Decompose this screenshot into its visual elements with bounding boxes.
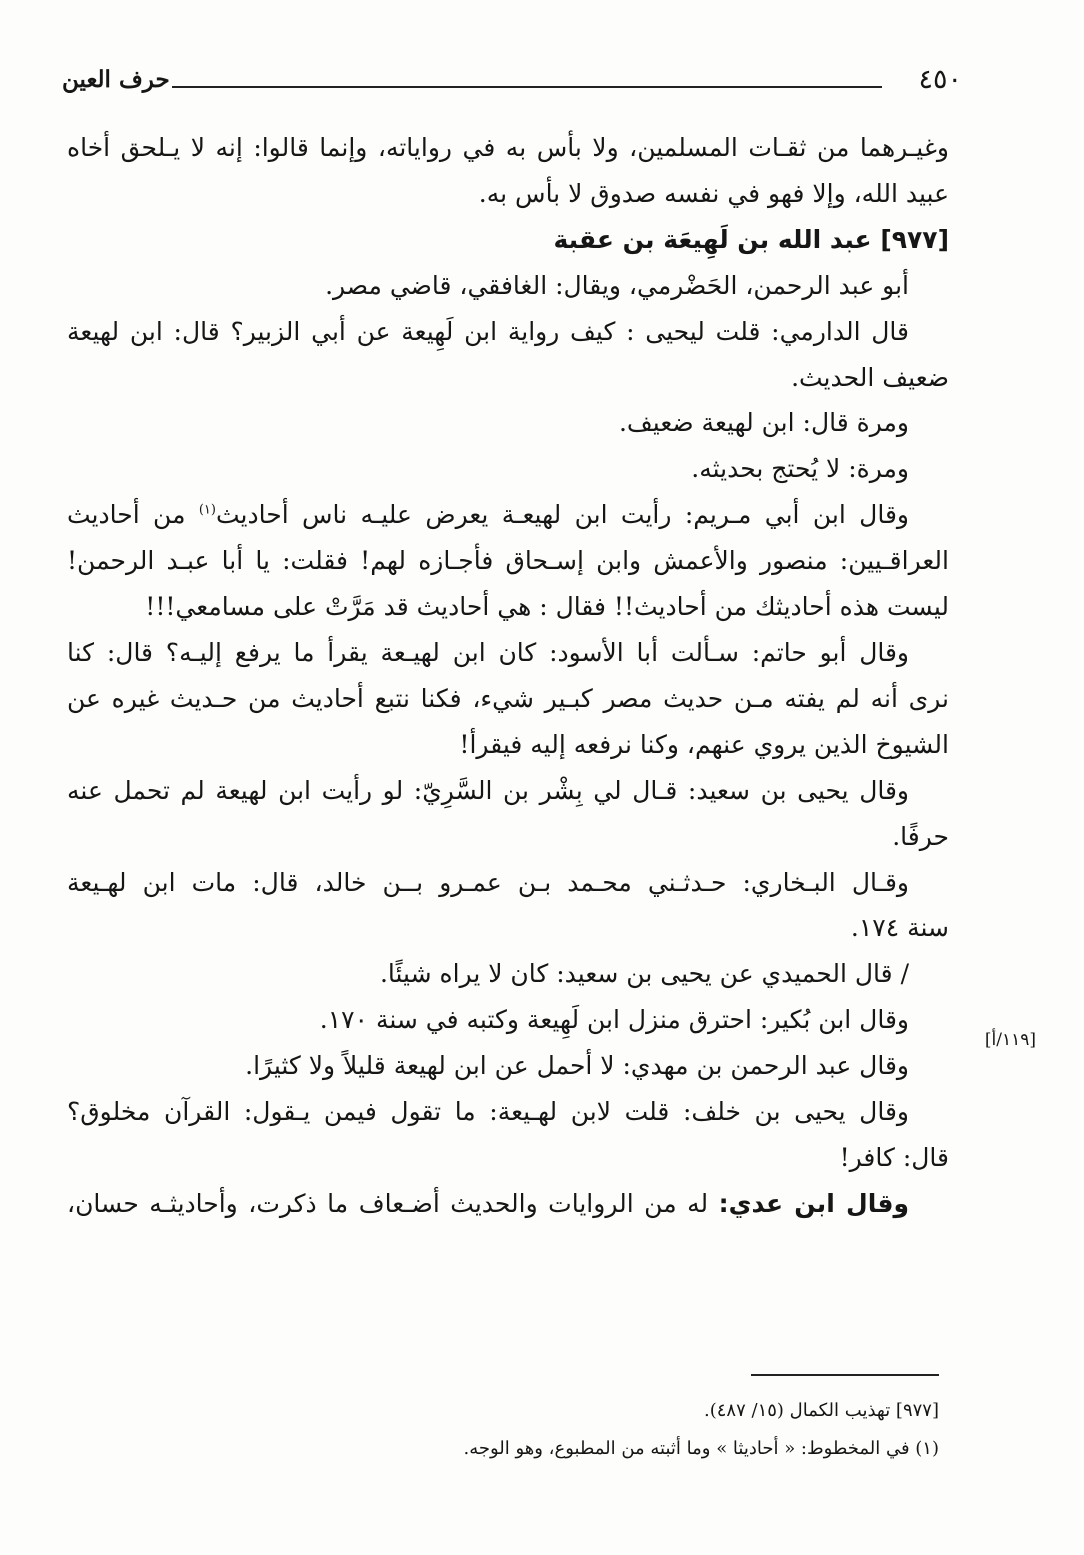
text-line: ومرة قال: ابن لهيعة ضعيف. [618,408,909,438]
text-line: وقـال البـخاري: حـدثـني محـمد بـن عمـرو بــن خالد، قال: مات ابن لهـيعة [67,867,909,897]
text-line: ومرة: لا يُحتج بحديثه. [691,454,909,484]
text-line: سنة ١٧٤. [850,913,949,943]
text-line: الشيوخ الذين يروي عنهم، وكنا نرفعه إليه فيقرأ! [459,729,949,759]
text-line: وقال يحيى بن سعيد: قـال لي بِشْر بن السَّرِيّ: لو رأيت ابن لهيعة لم تحمل عنه [67,775,909,805]
text-line: قال الدارمي: قلت ليحيى : كيف رواية ابن لَهِيعة عن أبي الزبير؟ قال: ابن لهيعة [67,316,909,346]
footnote: [٩٧٧] تهذيب الكمال (١٥/ ٤٨٧). [704,1400,939,1421]
text-line: ليست هذه أحاديثك من أحاديث!! فقال : هي أحاديث قد مَرَّتْ على مسامعي!!! [145,592,949,622]
text-segment: له من الروايات والحديث أضـعاف ما ذكرت، وأحاديثـه حسان، [67,1188,719,1218]
text-line [67,1181,949,1227]
page-number: ٤٥٠ [918,64,962,95]
footnote: (١) في المخطوط: « أحاديثا » وما أثبته من المطبوع، وهو الوجه. [463,1438,939,1459]
text-line: / قال الحميدي عن يحيى بن سعيد: كان لا يراه شيئًا. [379,959,909,989]
bold-lead-in: وقال ابن عدي: [718,1188,910,1218]
text-line: ضعيف الحديث. [791,362,949,392]
text-line [67,492,949,538]
text-line: حرفًا. [892,821,949,851]
header-rule [172,86,882,88]
page-header [62,66,962,102]
text-line: عبيد الله، وإلا فهو في نفسه صدوق لا بأس به. [478,178,949,208]
text-line: نرى أنه لم يفته مـن حديث مصر كبـير شيء، فكنا نتبع أحاديث من حـديث غيره عن [67,683,949,713]
text-segment: وقال ابن أبي مـريم: رأيت ابن لهيعـة يعرض عليـه ناس أحاديث [215,500,909,530]
footnote-marker: (١) [198,502,216,518]
entry-heading: [٩٧٧] عبد الله بن لَهِيعَة بن عقبة [553,224,949,254]
text-line: وقال يحيى بن خلف: قلت لابن لهـيعة: ما تقول فيمن يـقول: القرآن مخلوق؟ [67,1097,909,1127]
text-line: وقال عبد الرحمن بن مهدي: لا أحمل عن ابن لهيعة قليلاً ولا كثيرًا. [245,1051,909,1081]
text-line: قال: كافر! [839,1142,949,1172]
running-title: حرف العين [62,66,170,93]
footnotes [119,1392,939,1468]
text-line: وقال أبو حاتم: سـألت أبا الأسود: كان ابن لهيـعة يقرأ ما يرفع إليـه؟ قال: كنا [67,637,909,667]
text-line: وغيـرهما من ثقـات المسلمين، ولا بأس به في رواياته، وإنما قالوا: إنه لا يـلحق أخاه [67,133,949,162]
manuscript-folio-ref: [١١٩/أ] [984,1030,1036,1050]
text-line: العراقـيين: منصور والأعمش وابن إسـحاق فأجـازه لهم! فقلت: يا أبا عبـد الرحمن! [67,546,949,576]
footnote-rule [751,1374,939,1376]
text-line: أبو عبد الرحمن، الحَضْرمي، ويقال: الغافقي، قاضي مصر. [325,270,909,300]
main-text [67,125,949,1227]
text-segment: من أحاديث [67,500,199,530]
text-line: وقال ابن بُكير: احترق منزل ابن لَهِيعة وكتبه في سنة ١٧٠. [319,1005,909,1035]
